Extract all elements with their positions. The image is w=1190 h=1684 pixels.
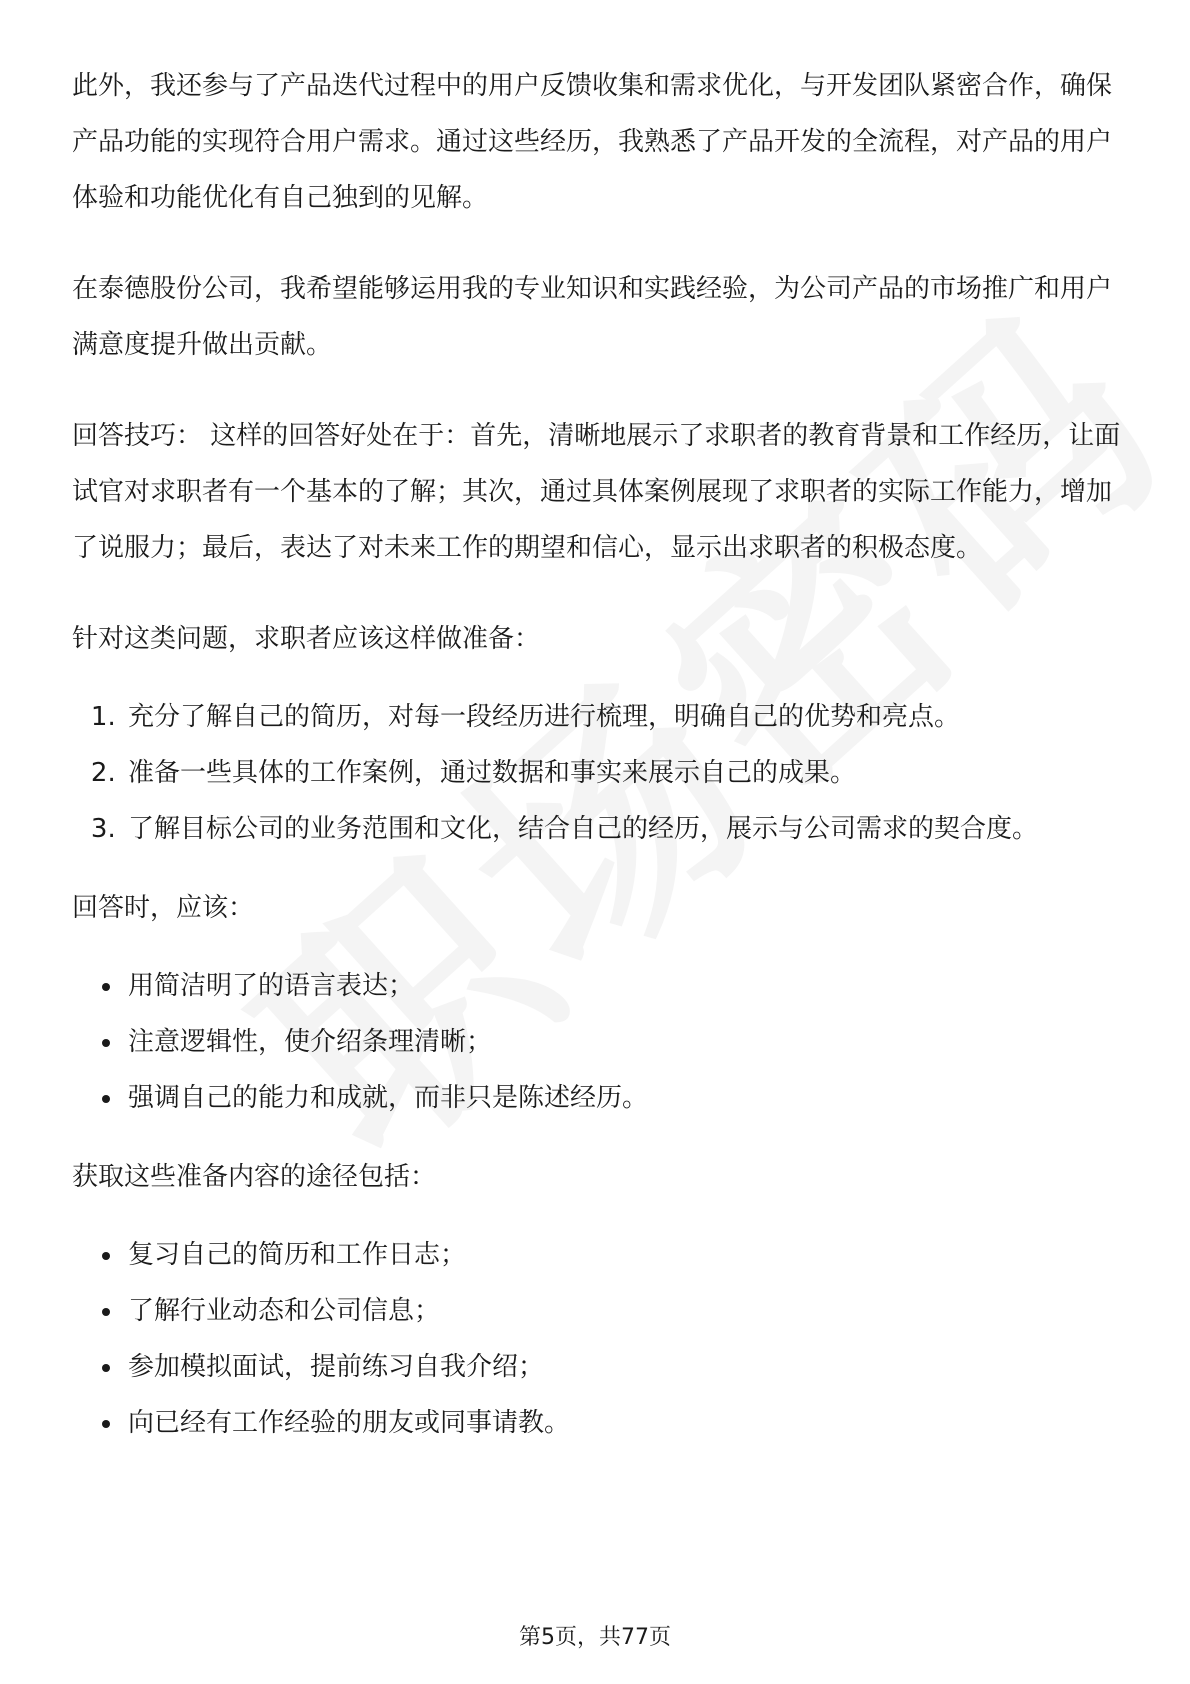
paragraph-preparation-intro: 针对这类问题，求职者应该这样做准备：	[72, 624, 541, 654]
page-footer: 第5页，共77页	[519, 1625, 671, 1650]
page-content	[72, 58, 1122, 1451]
sources-list	[72, 1227, 1122, 1451]
paragraph-answer-tips: 回答技巧： 这样的回答好处在于：首先，清晰地展示了求职者的教育背景和工作经历，让面试官对求职者有一个基本的了解；其次，通过具体案例展现了求职者的实际工作能力，增加了说服力；最后，表达了对未来工作的期望和信心，显示出求职者的积极态度。	[72, 421, 1121, 563]
list-item: • 复习自己的简历和工作日志；	[124, 1227, 1122, 1283]
list-item: • 注意逻辑性，使介绍条理清晰；	[124, 1014, 1122, 1070]
list-item: • 参加模拟面试，提前练习自我介绍；	[124, 1339, 1122, 1395]
list-item: • 强调自己的能力和成就，而非只是陈述经历。	[124, 1070, 1122, 1126]
list-item: • 向已经有工作经验的朋友或同事请教。	[124, 1395, 1122, 1451]
list-item: 2. 准备一些具体的工作案例，通过数据和事实来展示自己的成果。	[124, 745, 1122, 801]
preparation-steps-list	[72, 689, 1122, 857]
list-item: • 了解行业动态和公司信息；	[124, 1283, 1122, 1339]
paragraph-experience: 此外，我还参与了产品迭代过程中的用户反馈收集和需求优化，与开发团队紧密合作，确保产品功能的实现符合用户需求。通过这些经历，我熟悉了产品开发的全流程，对产品的用户体验和功能优化有自己独到的见解。	[72, 71, 1113, 213]
paragraph-goal: 在泰德股份公司，我希望能够运用我的专业知识和实践经验，为公司产品的市场推广和用户满意度提升做出贡献。	[72, 274, 1113, 360]
list-item: 1. 充分了解自己的简历，对每一段经历进行梳理，明确自己的优势和亮点。	[124, 689, 1122, 745]
answer-tips-list	[72, 958, 1122, 1126]
list-item: 3. 了解目标公司的业务范围和文化，结合自己的经历，展示与公司需求的契合度。	[124, 801, 1122, 857]
paragraph-answer-guidance: 回答时，应该：	[72, 893, 255, 923]
paragraph-sources-intro: 获取这些准备内容的途径包括：	[72, 1162, 437, 1192]
list-item: • 用简洁明了的语言表达；	[124, 958, 1122, 1014]
